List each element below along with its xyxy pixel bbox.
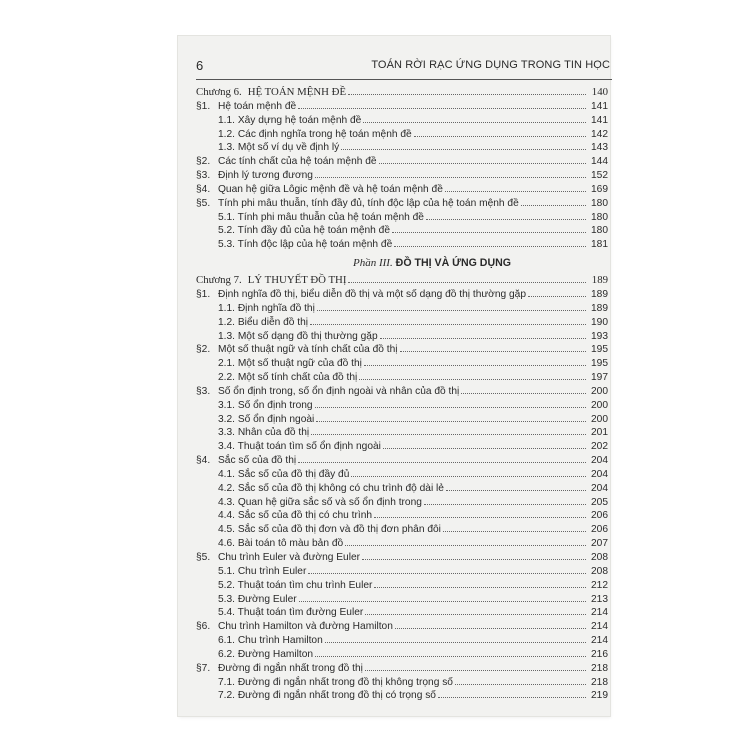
toc-sub-row: [196, 482, 608, 496]
toc-section-row: [196, 288, 608, 302]
dot-leader: [445, 183, 586, 192]
page-ref: 213: [591, 593, 608, 605]
toc-section-row: [196, 385, 608, 399]
dot-leader: [426, 211, 586, 220]
toc-sub-row: [196, 606, 608, 620]
entry-title: Định nghĩa đồ thị, biểu diễn đồ thị và một số dạng đồ thị thường gặp: [218, 288, 527, 300]
toc-sub-row: [196, 579, 608, 593]
toc-section-row: [196, 183, 608, 197]
page-header: [196, 58, 610, 78]
toc-sub-row: [196, 316, 608, 330]
dot-leader: [365, 606, 586, 615]
section-number: §1.: [196, 288, 211, 300]
entry-title: 4.4. Sắc số của đồ thị có chu trình: [218, 510, 373, 522]
toc-section-row: [196, 343, 608, 357]
page-ref: 216: [591, 648, 608, 660]
page-ref: 180: [591, 197, 608, 209]
toc-section-row: [196, 620, 608, 634]
page-ref: 180: [591, 225, 608, 237]
page-ref: 189: [591, 274, 608, 287]
entry-title: Hệ toán mệnh đề: [218, 100, 297, 112]
entry-title: 7.2. Đường đi ngắn nhất trong đồ thị có trọng số: [218, 690, 436, 702]
entry-title: 4.3. Quan hệ giữa sắc số và số ổn định trong: [218, 496, 422, 508]
page-ref: 195: [591, 358, 608, 370]
toc-chapter-row: [196, 86, 608, 100]
toc-sub-row: [196, 648, 608, 662]
dot-leader: [438, 689, 586, 698]
page-ref: 214: [591, 635, 608, 647]
page-ref: 214: [591, 607, 608, 619]
page-ref: 207: [591, 538, 608, 550]
toc-sub-row: [196, 565, 608, 579]
entry-title: 5.3. Tính độc lập của hệ toán mệnh đề: [218, 239, 393, 251]
page-ref: 208: [591, 565, 608, 577]
section-number: §2.: [196, 344, 211, 356]
entry-title: 1.1. Xây dựng hệ toán mệnh đề: [218, 114, 362, 126]
toc-sub-row: [196, 224, 608, 238]
entry-title: Chu trình Euler và đường Euler: [218, 552, 361, 563]
entry-title: Số ổn định trong, số ổn định ngoài và nhân của đồ thị: [218, 385, 460, 397]
toc-sub-row: [196, 330, 608, 344]
toc-sub-row: [196, 371, 608, 385]
dot-leader: [364, 357, 586, 366]
part-label: Phần III.: [353, 257, 393, 270]
page-ref: 143: [591, 142, 608, 154]
dot-leader: [374, 579, 586, 588]
entry-title: 4.1. Sắc số của đồ thị đầy đủ: [218, 468, 350, 480]
dot-leader: [363, 114, 586, 123]
entry-title: 1.1. Định nghĩa đồ thị: [218, 302, 315, 314]
toc-sub-row: [196, 413, 608, 427]
section-number: §1.: [196, 100, 211, 112]
toc-sub-row: [196, 468, 608, 482]
dot-leader: [316, 413, 586, 422]
dot-leader: [400, 343, 586, 352]
page-ref: 219: [591, 690, 608, 702]
dot-leader: [325, 634, 586, 643]
section-number: Chương 7.: [196, 274, 242, 287]
dot-leader: [443, 523, 586, 532]
page-ref: 212: [591, 579, 608, 591]
page-ref: 142: [591, 128, 608, 140]
section-number: §3.: [196, 385, 211, 397]
section-number: §7.: [196, 662, 211, 674]
entry-title: 6.1. Chu trình Hamilton: [218, 635, 323, 647]
entry-title: Quan hệ giữa Lôgic mệnh đề và hệ toán mệnh đề: [218, 183, 443, 195]
entry-title: 5.4. Thuật toán tìm đường Euler: [218, 607, 364, 619]
page-ref: 189: [591, 302, 608, 314]
dot-leader: [521, 197, 586, 206]
page-ref: 200: [591, 385, 608, 397]
section-number: §4.: [196, 183, 211, 195]
page-ref: 152: [591, 170, 608, 182]
entry-title: 4.6. Bài toán tô màu bản đồ: [218, 538, 344, 550]
page-ref: 206: [591, 524, 608, 536]
running-title: TOÁN RỜI RẠC ỨNG DỤNG TRONG TIN HỌC: [371, 59, 610, 71]
page-ref: 193: [591, 330, 608, 342]
part-heading: [196, 252, 608, 274]
toc-sub-row: [196, 211, 608, 225]
section-number: §3.: [196, 170, 211, 182]
entry-title: Tính phi mâu thuẫn, tính đầy đủ, tính độc lập của hệ toán mệnh đề: [218, 197, 519, 209]
entry-title: LÝ THUYẾT ĐỒ THỊ: [247, 274, 347, 287]
page-ref: 218: [591, 676, 608, 688]
toc-chapter-row: [196, 274, 608, 288]
dot-leader: [359, 371, 586, 380]
page-ref: 202: [591, 441, 608, 453]
page-number: 6: [196, 58, 204, 73]
dot-leader: [298, 454, 586, 463]
page-ref: 140: [591, 86, 608, 98]
dot-leader: [374, 509, 586, 518]
toc-section-row: [196, 197, 608, 211]
page-ref: 218: [591, 662, 608, 674]
entry-title: 6.2. Đường Hamilton: [218, 648, 314, 660]
page-ref: 169: [591, 183, 608, 195]
dot-leader: [341, 141, 586, 150]
entry-title: 1.2. Biểu diễn đồ thị: [218, 316, 309, 328]
entry-title: 5.1. Chu trình Euler: [218, 565, 307, 577]
page-ref: 144: [591, 156, 608, 168]
page-ref: 206: [591, 510, 608, 522]
dot-leader: [383, 440, 586, 449]
page-ref: 180: [591, 211, 608, 223]
dot-leader: [392, 224, 586, 233]
section-number: §6.: [196, 621, 211, 633]
entry-title: 3.3. Nhân của đồ thị: [218, 427, 310, 439]
dot-leader: [310, 316, 586, 325]
entry-title: 1.2. Các định nghĩa trong hệ toán mệnh đề: [218, 128, 412, 140]
toc-sub-row: [196, 426, 608, 440]
dot-leader: [414, 128, 586, 137]
dot-leader: [461, 385, 586, 394]
toc-sub-row: [196, 509, 608, 523]
header-rule: [196, 79, 612, 80]
table-of-contents: [196, 86, 608, 703]
page-ref: 190: [591, 316, 608, 328]
entry-title: 3.1. Số ổn định trong: [218, 399, 313, 411]
toc-sub-row: [196, 496, 608, 510]
part-title: ĐỒ THỊ VÀ ỨNG DỤNG: [395, 257, 511, 270]
entry-title: HỆ TOÁN MỆNH ĐỀ: [247, 86, 347, 98]
toc-section-row: [196, 551, 608, 565]
toc-sub-row: [196, 523, 608, 537]
entry-title: Định lý tương đương: [218, 170, 313, 182]
entry-title: Sắc số của đồ thị: [218, 455, 297, 467]
page-ref: 200: [591, 413, 608, 425]
dot-leader: [315, 648, 586, 657]
dot-leader: [299, 593, 586, 602]
page-ref: 181: [591, 239, 608, 251]
dot-leader: [311, 426, 586, 435]
toc-sub-row: [196, 676, 608, 690]
toc-sub-row: [196, 399, 608, 413]
dot-leader: [315, 169, 586, 178]
toc-sub-row: [196, 141, 608, 155]
entry-title: 5.1. Tính phi mâu thuẫn của hệ toán mệnh đề: [218, 211, 424, 223]
toc-sub-row: [196, 689, 608, 703]
entry-title: 2.2. Một số tính chất của đồ thị: [218, 372, 358, 384]
dot-leader: [308, 565, 586, 574]
page-ref: 141: [591, 100, 608, 112]
entry-title: Đường đi ngắn nhất trong đồ thị: [218, 662, 363, 674]
toc-section-row: [196, 662, 608, 676]
dot-leader: [528, 288, 586, 297]
page-ref: 214: [591, 621, 608, 633]
dot-leader: [455, 676, 586, 685]
dot-leader: [315, 399, 586, 408]
section-number: Chương 6.: [196, 86, 242, 98]
page-ref: 195: [591, 344, 608, 356]
toc-sub-row: [196, 440, 608, 454]
entry-title: 5.2. Tính đầy đủ của hệ toán mệnh đề: [218, 225, 390, 237]
page-ref: 204: [591, 455, 608, 467]
toc-sub-row: [196, 357, 608, 371]
page-ref: 141: [591, 114, 608, 126]
section-number: §5.: [196, 552, 211, 563]
toc-sub-row: [196, 634, 608, 648]
toc-sub-row: [196, 114, 608, 128]
entry-title: Chu trình Hamilton và đường Hamilton: [218, 621, 393, 633]
page-ref: 197: [591, 372, 608, 384]
toc-sub-row: [196, 128, 608, 142]
entry-title: 2.1. Một số thuật ngữ của đồ thị: [218, 358, 362, 370]
entry-title: 4.5. Sắc số của đồ thị đơn và đồ thị đơn phân đôi: [218, 524, 441, 536]
toc-sub-row: [196, 537, 608, 551]
page-ref: 200: [591, 399, 608, 411]
section-number: §4.: [196, 455, 211, 467]
dot-leader: [365, 662, 586, 671]
toc-section-row: [196, 169, 608, 183]
dot-leader: [424, 496, 586, 505]
dot-leader: [351, 468, 586, 477]
entry-title: 1.3. Một số ví dụ về định lý: [218, 142, 340, 154]
toc-section-row: [196, 155, 608, 169]
toc-sub-row: [196, 593, 608, 607]
entry-title: 4.2. Sắc số của đồ thị không có chu trình độ dài lẻ: [218, 482, 444, 494]
page-ref: 201: [591, 427, 608, 439]
dot-leader: [345, 537, 586, 546]
page-ref: 189: [591, 288, 608, 300]
dot-leader: [362, 551, 586, 560]
entry-title: 1.3. Một số dạng đồ thị thường gặp: [218, 330, 378, 342]
entry-title: 3.4. Thuật toán tìm số ổn định ngoài: [218, 441, 381, 453]
dot-leader: [395, 620, 586, 629]
dot-leader: [394, 238, 586, 247]
dot-leader: [317, 302, 586, 311]
page-ref: 204: [591, 482, 608, 494]
entry-title: Các tính chất của hệ toán mệnh đề: [218, 156, 377, 168]
dot-leader: [446, 482, 586, 491]
dot-leader: [298, 100, 586, 109]
page-ref: 205: [591, 496, 608, 508]
entry-title: 5.2. Thuật toán tìm chu trình Euler: [218, 579, 373, 591]
dot-leader: [348, 274, 586, 283]
dot-leader: [379, 155, 586, 164]
toc-sub-row: [196, 302, 608, 316]
page-ref: 208: [591, 552, 608, 563]
page-ref: 204: [591, 468, 608, 480]
entry-title: 7.1. Đường đi ngắn nhất trong đồ thị không trọng số: [218, 676, 453, 688]
section-number: §5.: [196, 197, 211, 209]
entry-title: Một số thuật ngữ và tính chất của đồ thị: [218, 344, 398, 356]
dot-leader: [348, 86, 586, 95]
toc-sub-row: [196, 238, 608, 252]
dot-leader: [380, 330, 586, 339]
entry-title: 3.2. Số ổn định ngoài: [218, 413, 315, 425]
section-number: §2.: [196, 156, 211, 168]
toc-section-row: [196, 454, 608, 468]
toc-section-row: [196, 100, 608, 114]
entry-title: 5.3. Đường Euler: [218, 593, 297, 605]
